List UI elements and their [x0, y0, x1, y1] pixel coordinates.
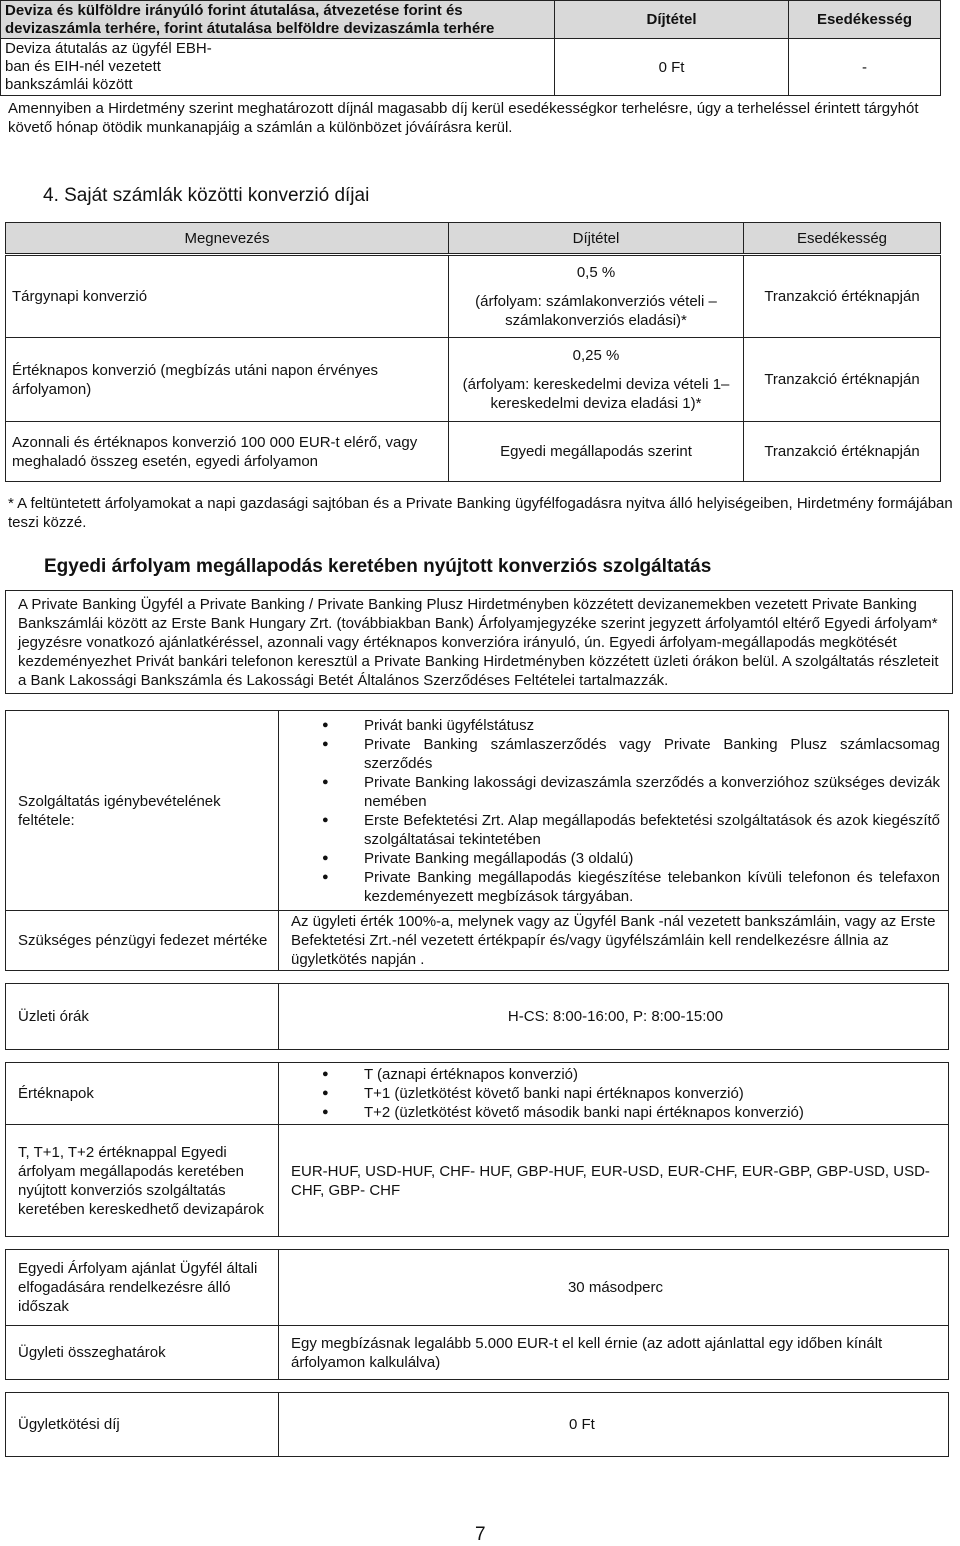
conv-header-name: Megnevezés	[6, 223, 449, 254]
transfer-header-name: Deviza és külföldre irányúló forint átutalása, átvezetése forint és devizaszámla terhére, forint átutalása belföldre devizaszámla terhére	[1, 1, 555, 39]
pairs-value: EUR-HUF, USD-HUF, CHF- HUF, GBP-HUF, EUR-USD, EUR-CHF, EUR-GBP, GBP-USD, USD- CHF, GBP- CHF	[279, 1125, 949, 1237]
individual-rate-table	[5, 710, 949, 1457]
offer-label: Egyedi Árfolyam ajánlat Ügyfél általi elfogadására rendelkezésre álló időszak	[6, 1250, 279, 1326]
table-row	[6, 1250, 949, 1326]
transfer-row-name-cell	[1, 39, 555, 96]
table-row	[6, 256, 941, 338]
offer-value: 30 másodperc	[279, 1250, 949, 1326]
individual-rate-title: Egyedi árfolyam megállapodás keretében nyújtott konverziós szolgáltatás	[44, 556, 712, 577]
table-row	[6, 1125, 949, 1237]
conv-row-due: Tranzakció értéknapján	[744, 422, 941, 482]
hours-value: H-CS: 8:00-16:00, P: 8:00-15:00	[279, 984, 949, 1050]
deal-fee-value: 0 Ft	[279, 1393, 949, 1457]
table-row	[6, 1326, 949, 1380]
individual-rate-intro: A Private Banking Ügyfél a Private Banking / Private Banking Plusz Hirdetményben közzétett devizanemekben vezetett Private Banking Bankszámlái között az Erste Bank Hungary Zrt. (továbbiakban Bank) Árfolyamjegyzéke szerint jegyzett árfolyamtól eltérő Egyedi árfolyam* jegyzésre vonatkozó ajánlatkéréssel, azonnali vagy értéknapos konverzióra irányuló, ún. Egyedi árfolyam-megállapodás megkötését kezdeményezhet Privát bankári telefonon keresztül a Private Banking Hirdetményben közzétett üzleti órákon belül. A szolgáltatás részleteit a Bank Lakossági Bankszámla és Lakossági Betét Általános Szerződéses Feltételei tartalmazzák.	[5, 590, 953, 694]
conv-header-fee: Díjtétel	[449, 223, 744, 254]
table-row	[6, 1063, 949, 1125]
list-item: ● Private Banking lakossági devizaszámla szerződés a konverzióhoz szükséges devizák nemében	[364, 773, 940, 811]
transfer-header-due: Esedékesség	[789, 1, 941, 39]
transfer-header-fee: Díjtétel	[555, 1, 789, 39]
table-row	[6, 338, 941, 422]
limit-label: Ügyleti összeghatárok	[6, 1326, 279, 1380]
table-row	[6, 984, 949, 1050]
conv-row-name: Tárgynapi konverzió	[6, 256, 449, 338]
conv-row-name: Azonnali és értéknapos konverzió 100 000 EUR-t elérő, vagy meghaladó összeg esetén, egyedi árfolyamon	[6, 422, 449, 482]
table-row	[6, 422, 941, 482]
list-item: ● T+1 (üzletkötést követő banki napi értéknapos konverzió)	[364, 1084, 940, 1103]
conditions-list-cell	[279, 711, 949, 911]
transfer-row-due: -	[789, 39, 941, 96]
conditions-label: Szolgáltatás igénybevételének feltétele:	[6, 711, 279, 911]
conv-row-fee: Egyedi megállapodás szerint	[449, 422, 744, 482]
list-item: ● T+2 (üzletkötést követő második banki napi értéknapos konverzió)	[364, 1103, 940, 1122]
conv-row-name: Értéknapos konverzió (megbízás utáni napon érvényes árfolyamon)	[6, 338, 449, 422]
conv-fee-sub: (árfolyam: számlakonverziós vételi – számlakonverziós eladási)*	[475, 293, 717, 329]
table-row	[6, 1393, 949, 1457]
conv-fee-sub: (árfolyam: kereskedelmi deviza vételi 1– kereskedelmi deviza eladási 1)*	[462, 376, 730, 412]
conversion-fee-table	[5, 222, 941, 482]
list-item: ● Privát banki ügyfélstátusz	[364, 716, 940, 735]
valuedates-label: Értéknapok	[6, 1063, 279, 1125]
table-row	[6, 911, 949, 971]
list-item: ● Private Banking számlaszerződés vagy Private Banking Plusz számlacsomag szerződés	[364, 735, 940, 773]
deal-fee-label: Ügyletkötési díj	[6, 1393, 279, 1457]
transfer-row-name: Deviza átutalás az ügyfél EBH-ban és EIH-nél vezetett bankszámlái között	[5, 40, 212, 93]
rates-footnote: * A feltüntetett árfolyamokat a napi gazdasági sajtóban és a Private Banking ügyfélfogadásra nyitva álló helyiségeiben, Hirdetmény formájában teszi közzé.	[8, 495, 953, 531]
coverage-value: Az ügyleti érték 100%-a, melynek vagy az Ügyfél Bank -nál vezetett bankszámláin, vagy az Erste Befektetési Zrt.-nél vezetett értékpapír és/vagy ügyfélszámláin kell rendelkezésre állnia az ügyletkötés napján .	[279, 911, 949, 971]
section-4-title: 4. Saját számlák közötti konverzió díjai	[43, 185, 370, 206]
conditions-list	[291, 716, 940, 906]
list-item: ● Private Banking megállapodás kiegészítése telebankon kívüli telefonon és telefaxon kezdeményezett megbízások tárgyában.	[364, 868, 940, 906]
conv-row-fee	[449, 338, 744, 422]
coverage-label: Szükséges pénzügyi fedezet mértéke	[6, 911, 279, 971]
pairs-label: T, T+1, T+2 értéknappal Egyedi árfolyam megállapodás keretében nyújtott konverziós szolgáltatás keretében kereskedhető devizapárok	[6, 1125, 279, 1237]
conv-fee-main: 0,25 %	[572, 347, 620, 364]
valuedates-list-cell	[279, 1063, 949, 1125]
transfer-fee-table	[0, 0, 941, 96]
hours-label: Üzleti órák	[6, 984, 279, 1050]
conv-fee-main: 0,5 %	[576, 264, 616, 281]
list-item: ● T (aznapi értéknapos konverzió)	[364, 1065, 940, 1084]
conv-header-due: Esedékesség	[744, 223, 941, 254]
page-number: 7	[475, 1524, 486, 1545]
conv-row-due: Tranzakció értéknapján	[744, 338, 941, 422]
list-item: ● Private Banking megállapodás (3 oldalú)	[364, 849, 940, 868]
transfer-row-fee: 0 Ft	[555, 39, 789, 96]
limit-value: Egy megbízásnak legalább 5.000 EUR-t el kell érnie (az adott ajánlattal egy időben kínált árfolyamon kalkulálva)	[279, 1326, 949, 1380]
conv-row-fee	[449, 256, 744, 338]
list-item: ● Erste Befektetési Zrt. Alap megállapodás befektetési szolgáltatások és azok kiegészítő szolgáltatásai tekintetében	[364, 811, 940, 849]
valuedates-list	[291, 1065, 940, 1122]
surcharge-note: Amennyiben a Hirdetmény szerint meghatározott díjnál magasabb díj kerül esedékességkor terhelésre, úgy a terheléssel érintett tárgyhót követő hónap ötödik munkanapjáig a számlán a különbözet jóváírásra kerül.	[8, 100, 919, 136]
conv-row-due: Tranzakció értéknapján	[744, 256, 941, 338]
table-row	[6, 711, 949, 911]
